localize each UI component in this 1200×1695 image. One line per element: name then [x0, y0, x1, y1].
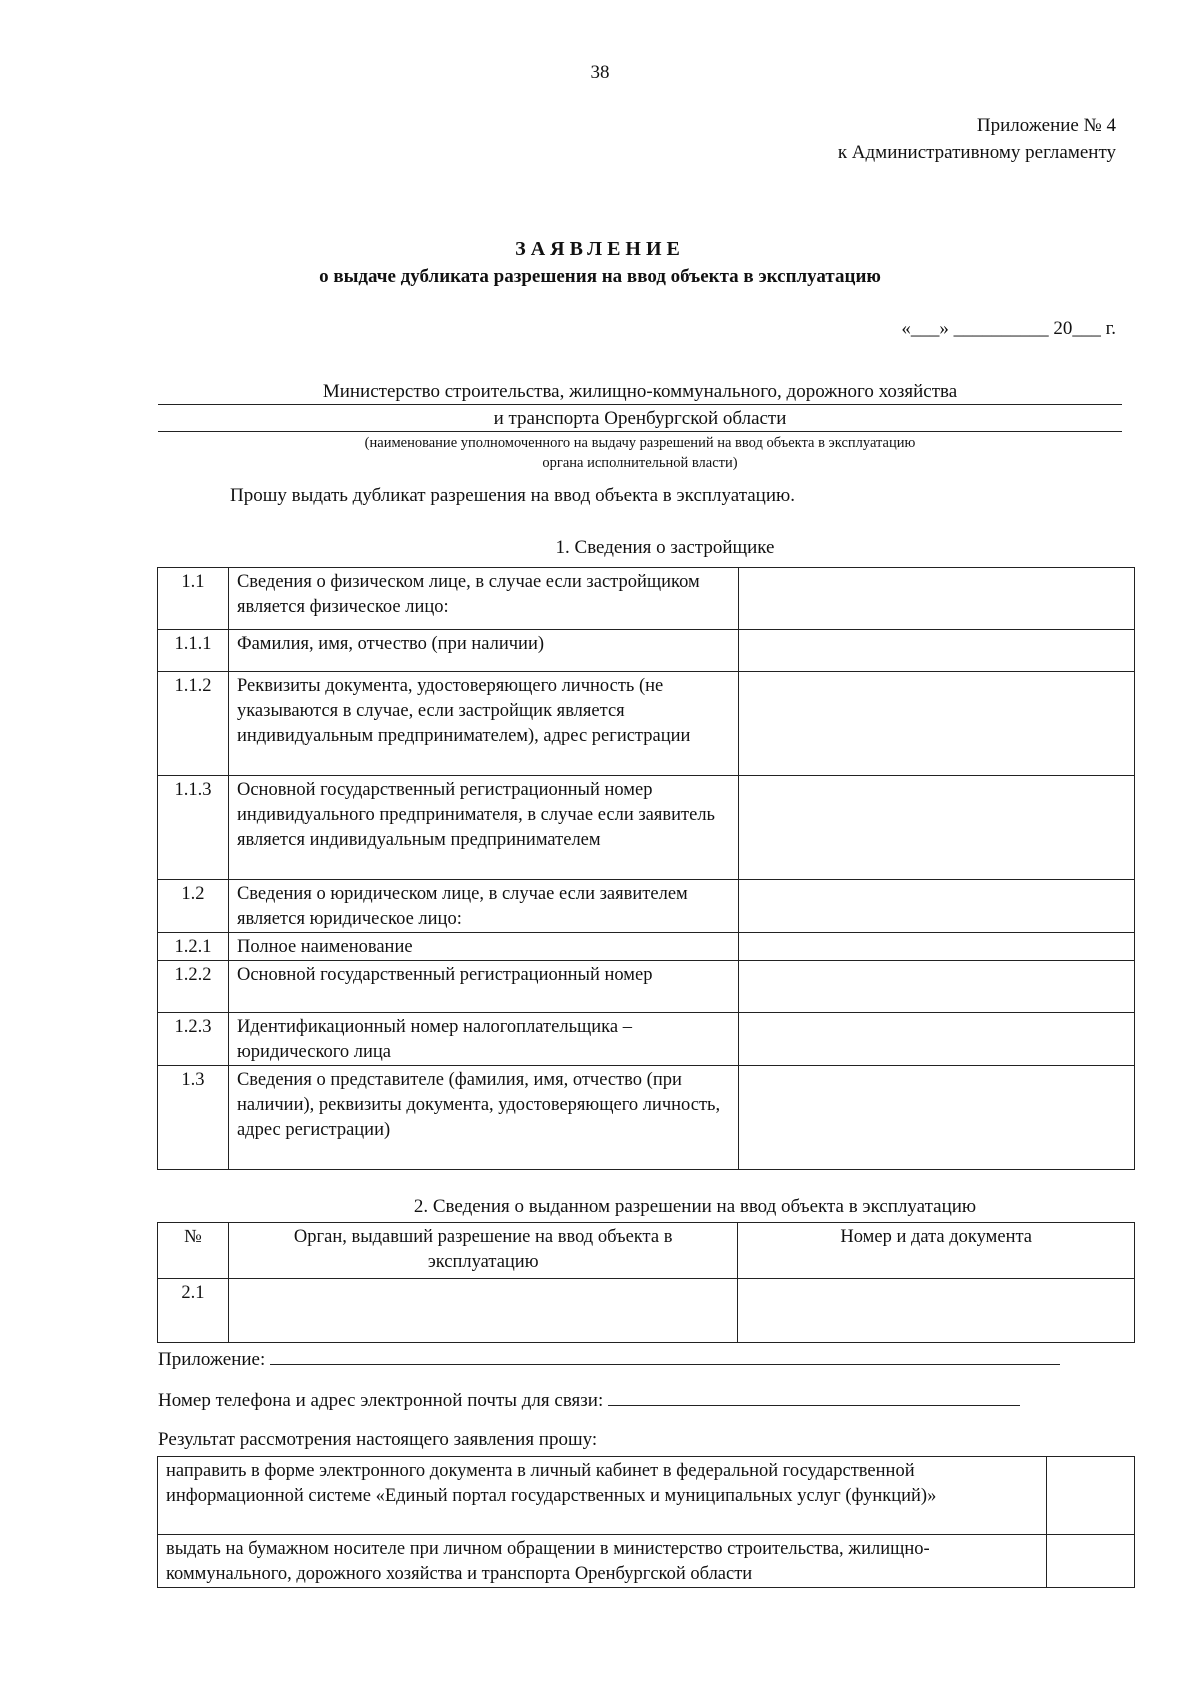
attachment-line: [158, 1348, 1060, 1371]
contact-line: [158, 1389, 1020, 1412]
column-header-number: №: [158, 1223, 229, 1279]
attachment-label: Приложение:: [158, 1349, 266, 1370]
row-label: Сведения о физическом лице, в случае если застройщиком является физическое лицо:: [228, 568, 738, 630]
table-row: [158, 1066, 1135, 1170]
authority-caption-line-2: органа исполнительной власти): [542, 455, 738, 471]
row-label: Идентификационный номер налогоплательщика – юридического лица: [228, 1013, 738, 1066]
issuer-field[interactable]: [228, 1279, 737, 1343]
row-number: 1.2.1: [158, 933, 229, 961]
contact-label: Номер телефона и адрес электронной почты для связи:: [158, 1390, 604, 1411]
authority-underline-2: [158, 431, 1122, 432]
table-row: [158, 933, 1135, 961]
row-value-field[interactable]: [738, 1013, 1134, 1066]
row-value-field[interactable]: [738, 961, 1134, 1013]
row-label: Фамилия, имя, отчество (при наличии): [228, 630, 738, 672]
authority-caption: [158, 433, 1122, 473]
table-row: [158, 776, 1135, 880]
row-value-field[interactable]: [738, 880, 1134, 933]
table-row: [158, 630, 1135, 672]
result-option-electronic-checkbox[interactable]: [1047, 1457, 1135, 1535]
row-number: 1.2.2: [158, 961, 229, 1013]
row-value-field[interactable]: [738, 630, 1134, 672]
row-value-field[interactable]: [738, 1066, 1134, 1170]
authority-line-1: Министерство строительства, жилищно-коммунального, дорожного хозяйства: [322, 381, 958, 402]
row-label: Основной государственный регистрационный номер индивидуального предпринимателя, в случае если заявитель является индивидуальным предпринимателем: [228, 776, 738, 880]
row-label: Сведения о юридическом лице, в случае если заявителем является юридическое лицо:: [228, 880, 738, 933]
result-options-table: [157, 1456, 1135, 1588]
column-header-issuer: Орган, выдавший разрешение на ввод объекта в эксплуатацию: [228, 1223, 737, 1279]
table-header-row: [158, 1223, 1135, 1279]
developer-info-table: [157, 567, 1135, 1170]
appendix-reference: [838, 112, 1116, 166]
row-label: Основной государственный регистрационный номер: [228, 961, 738, 1013]
row-value-field[interactable]: [738, 672, 1134, 776]
document-subtitle: о выдаче дубликата разрешения на ввод объекта в эксплуатацию: [319, 266, 881, 287]
document-title: ЗАЯВЛЕНИЕ: [515, 238, 685, 260]
result-option-paper-checkbox[interactable]: [1047, 1535, 1135, 1588]
row-number: 1.1.2: [158, 672, 229, 776]
row-number: 1.1: [158, 568, 229, 630]
appendix-line-2: к Административному регламенту: [837, 142, 1116, 163]
row-number: 1.3: [158, 1066, 229, 1170]
table-row: [158, 880, 1135, 933]
page-number: 38: [590, 62, 610, 83]
authority-underline-1: [158, 404, 1122, 405]
row-number: 1.1.3: [158, 776, 229, 880]
row-value-field[interactable]: [738, 568, 1134, 630]
row-value-field[interactable]: [738, 776, 1134, 880]
row-number: 1.1.1: [158, 630, 229, 672]
result-option-row: [158, 1535, 1135, 1588]
row-label: Сведения о представителе (фамилия, имя, отчество (при наличии), реквизиты документа, удостоверяющего личность, адрес регистрации): [228, 1066, 738, 1170]
row-label: Реквизиты документа, удостоверяющего личность (не указываются в случае, если застройщик является индивидуальным предпринимателем), адрес регистрации: [228, 672, 738, 776]
row-label: Полное наименование: [228, 933, 738, 961]
result-option-paper: выдать на бумажном носителе при личном обращении в министерство строительства, жилищно-коммунального, дорожного хозяйства и транспорта Оренбургской области: [158, 1535, 1047, 1588]
section-2-title: 2. Сведения о выданном разрешении на ввод объекта в эксплуатацию: [413, 1196, 977, 1217]
date-field[interactable]: «___» __________ 20___ г.: [901, 318, 1116, 339]
row-number: 1.2.3: [158, 1013, 229, 1066]
section-1-title: 1. Сведения о застройщике: [555, 537, 775, 558]
request-text: Прошу выдать дубликат разрешения на ввод объекта в эксплуатацию.: [230, 485, 795, 506]
result-option-electronic: направить в форме электронного документа в личный кабинет в федеральной государственной информационной системе «Единый портал государственных и муниципальных услуг (функций)»: [158, 1457, 1047, 1535]
authority-name: [158, 378, 1122, 432]
result-label: Результат рассмотрения настоящего заявления прошу:: [158, 1429, 598, 1450]
attachment-field[interactable]: [270, 1348, 1060, 1365]
table-row: [158, 1279, 1135, 1343]
table-row: [158, 568, 1135, 630]
row-value-field[interactable]: [738, 933, 1134, 961]
column-header-doc-number-date: Номер и дата документа: [738, 1223, 1135, 1279]
authority-caption-line-1: (наименование уполномоченного на выдачу разрешений на ввод объекта в эксплуатацию: [364, 435, 916, 451]
permit-info-table: [157, 1222, 1135, 1343]
table-row: [158, 1013, 1135, 1066]
table-row: [158, 672, 1135, 776]
table-row: [158, 961, 1135, 1013]
contact-field[interactable]: [608, 1389, 1020, 1406]
result-option-row: [158, 1457, 1135, 1535]
row-number: 2.1: [158, 1279, 229, 1343]
authority-line-2: и транспорта Оренбургской области: [493, 408, 787, 429]
appendix-line-1: Приложение № 4: [976, 115, 1116, 136]
doc-number-date-field[interactable]: [738, 1279, 1135, 1343]
row-number: 1.2: [158, 880, 229, 933]
